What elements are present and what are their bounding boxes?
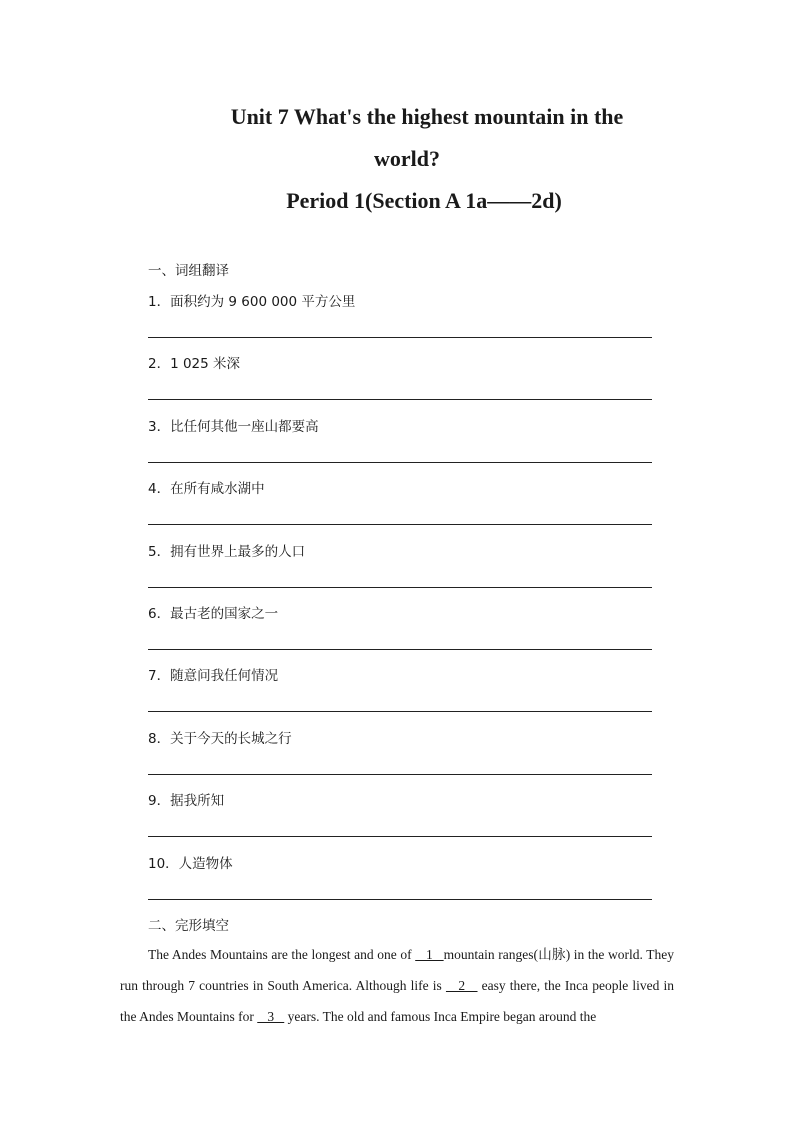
section2-heading: 二、完形填空	[148, 918, 229, 934]
passage-text: years. The old and famous Inca Empire began around the	[284, 1009, 597, 1024]
cloze-blank-3: 3	[257, 1009, 285, 1024]
answer-line	[148, 774, 652, 775]
phrase-item: 7．随意问我任何情况	[148, 668, 279, 684]
cloze-blank-1: 1	[415, 947, 444, 962]
passage-text: easy there, the Inca people lived in the Andes Mountains for	[120, 978, 675, 1024]
answer-line	[148, 337, 652, 338]
answer-line	[148, 649, 652, 650]
worksheet-title-line2: world?	[374, 146, 440, 171]
answer-line	[148, 711, 652, 712]
cloze-blank-2: 2	[445, 978, 478, 993]
passage-text: mountain ranges(山脉) in the world. They run through 7 countries in South America. Although life is	[120, 947, 674, 993]
phrase-item: 8．关于今天的长城之行	[148, 731, 292, 747]
answer-line	[148, 836, 652, 837]
worksheet-subtitle: Period 1(Section A 1a——2d)	[286, 188, 562, 213]
answer-line	[148, 899, 652, 900]
phrase-item: 5．拥有世界上最多的人口	[148, 544, 306, 560]
phrase-item: 3．比任何其他一座山都要高	[148, 419, 319, 435]
cloze-passage	[120, 939, 674, 1032]
phrase-item: 9．据我所知	[148, 793, 225, 809]
passage-text: The Andes Mountains are the longest and one of	[148, 947, 416, 962]
answer-line	[148, 587, 652, 588]
answer-line	[148, 399, 652, 400]
section1-heading: 一、词组翻译	[148, 263, 229, 279]
worksheet-title-line1: Unit 7 What's the highest mountain in the	[230, 104, 624, 129]
phrase-item: 1．面积约为 9 600 000 平方公里	[148, 294, 356, 310]
phrase-item: 4．在所有咸水湖中	[148, 481, 265, 497]
phrase-item: 10．人造物体	[148, 856, 233, 872]
answer-line	[148, 524, 652, 525]
phrase-item: 2．1 025 米深	[148, 356, 241, 372]
answer-line	[148, 462, 652, 463]
phrase-item: 6．最古老的国家之一	[148, 606, 279, 622]
